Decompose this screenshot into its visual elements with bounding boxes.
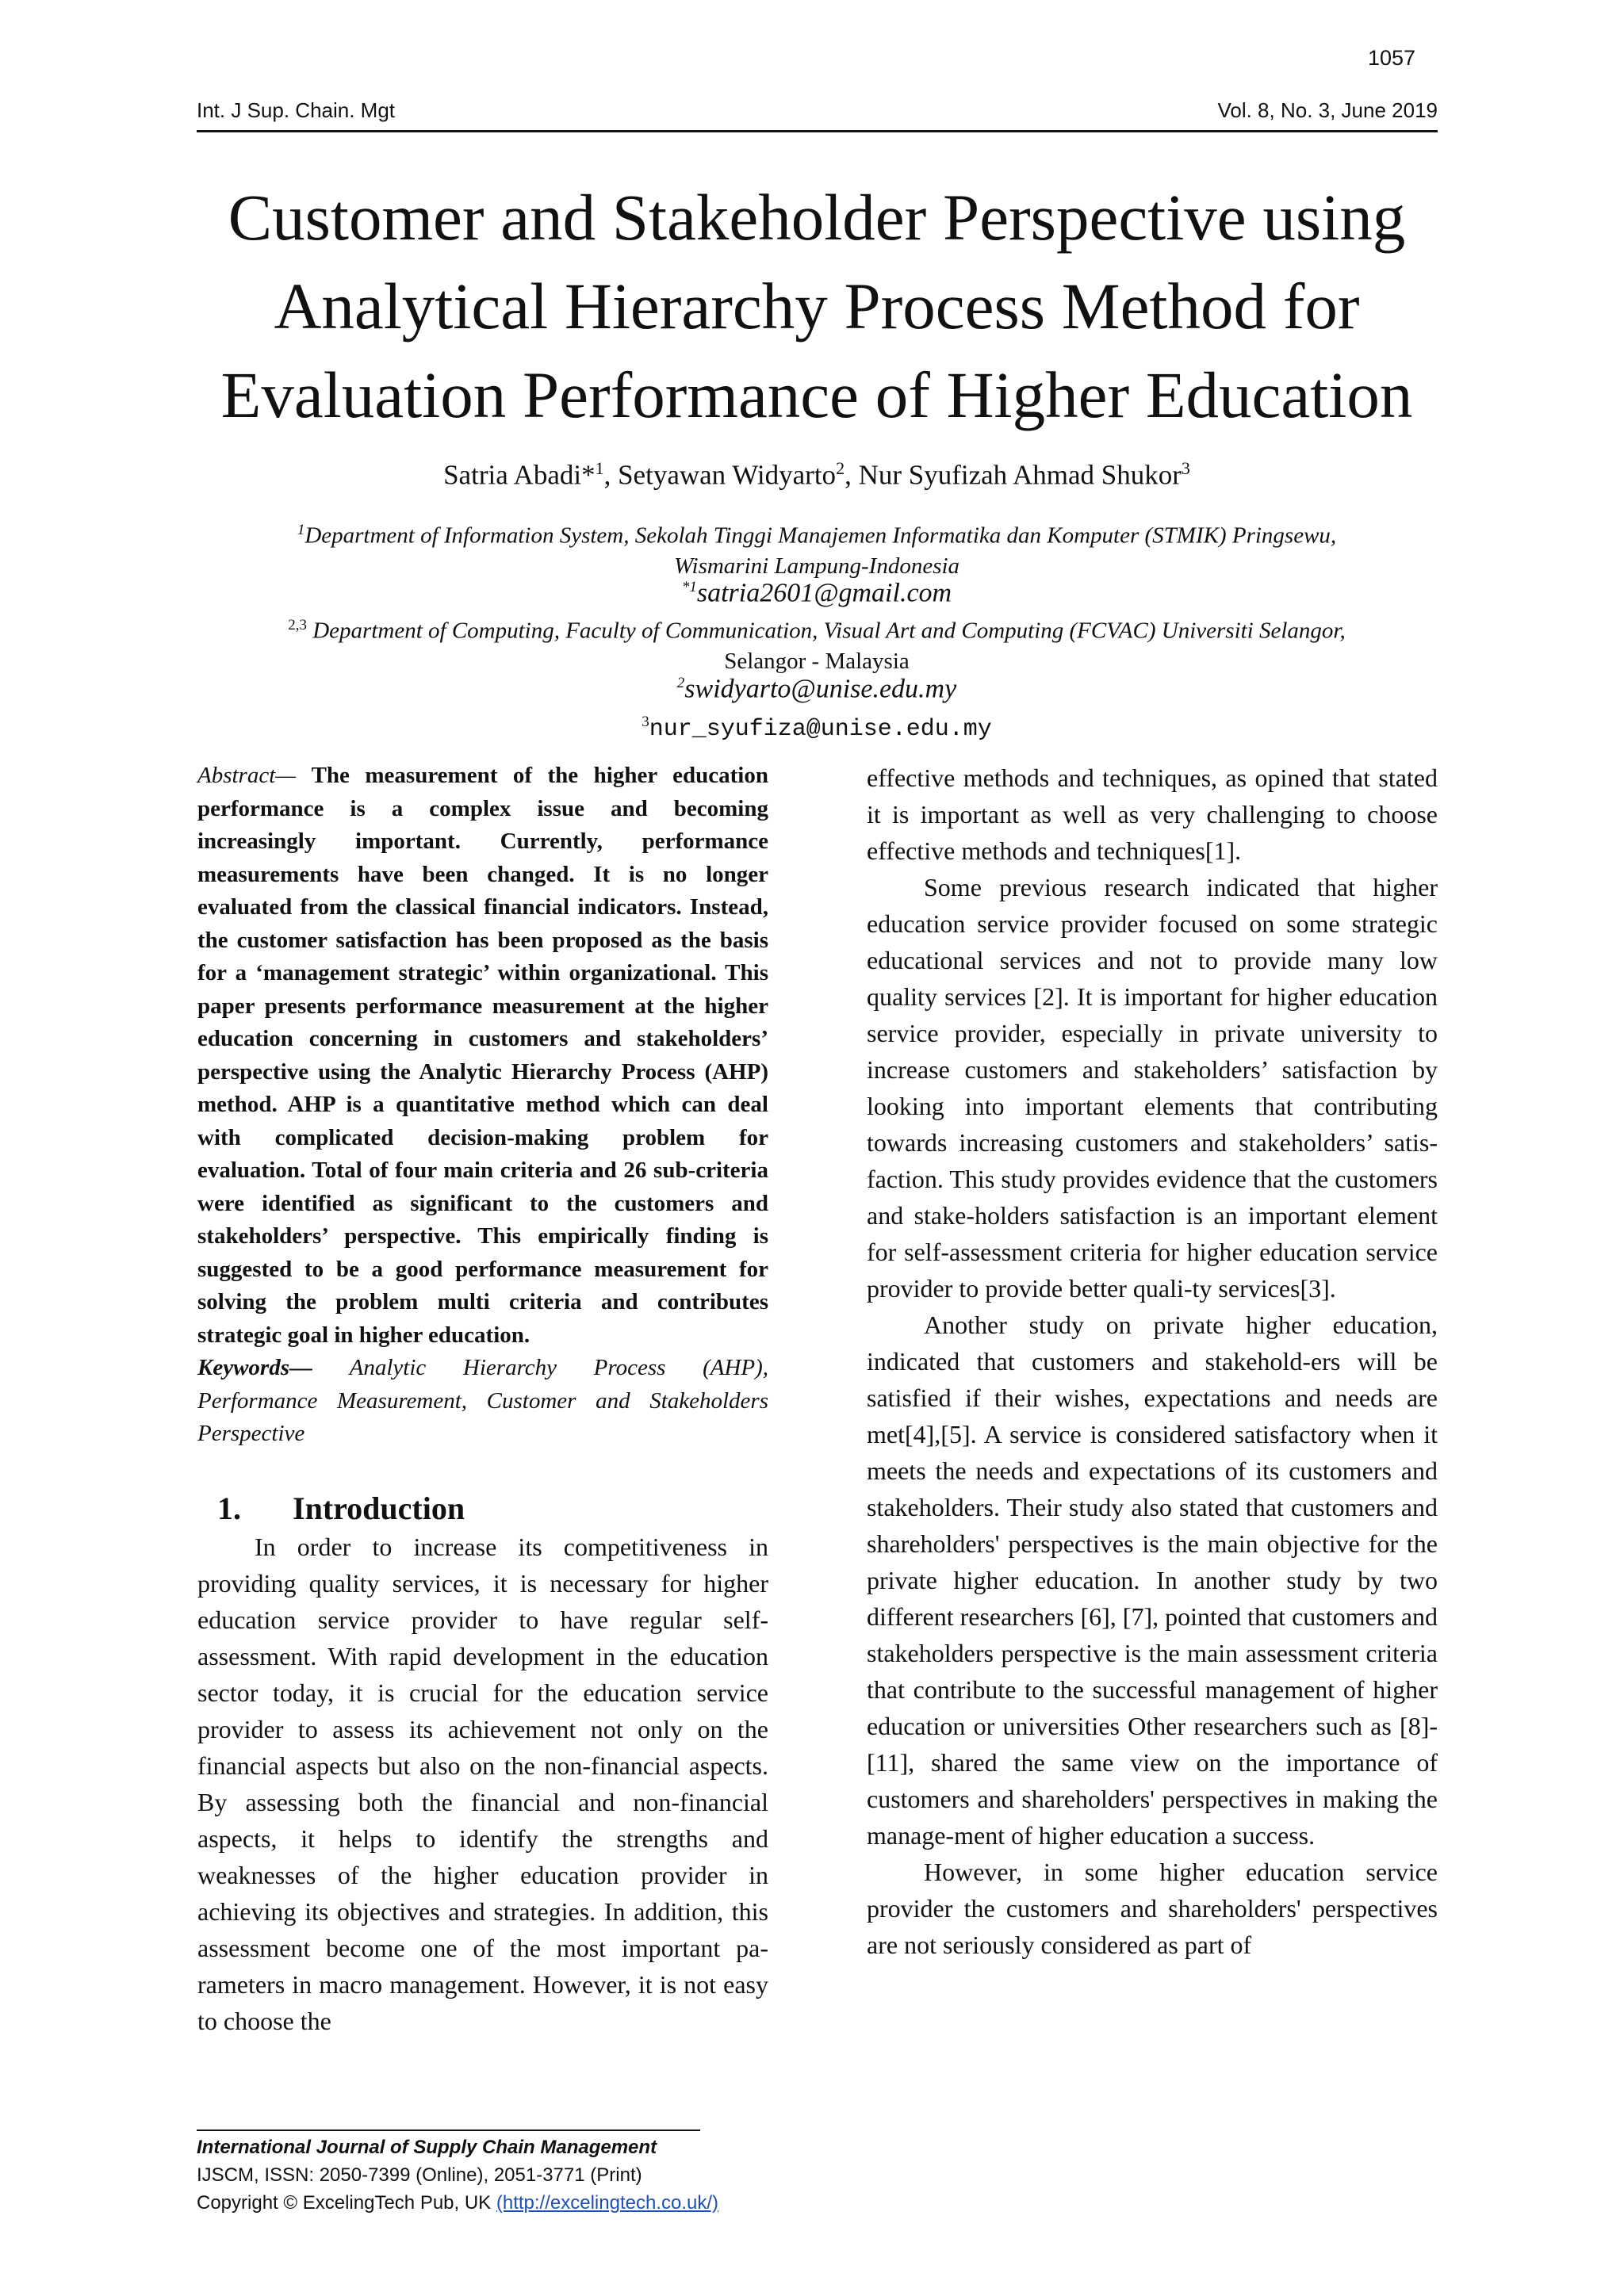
footer-copyright: [197, 2189, 831, 2217]
affiliation-1: [190, 515, 1443, 581]
author-sup: 3: [1181, 458, 1190, 478]
affiliation-line: Wismarini Lampung-Indonesia: [673, 553, 960, 579]
section-title: Introduction: [293, 1490, 465, 1526]
affiliation-line: Department of Computing, Faculty of Communication, Visual Art and Computing (FCVAC) Universiti Selangor,: [306, 618, 1346, 644]
affiliation-sup: 1: [297, 522, 305, 538]
body-paragraph: Some previous research indicated that higher education service provider focused on some strategic educational services and not to provide many low quality services [2]. It is important for higher education service provider, especially in private university to increase customers and stakeholders’ satisfaction by looking into important elements that contributing towards increasing customers and stakeholders’ satis-faction. This study provides evidence that the customers and stake-holders satisfaction is an important element for self-assessment criteria for higher education service provider to provide better quali-ty services[3].: [867, 873, 1438, 1303]
body-paragraph: Another study on private higher education, indicated that customers and stakehold-ers will be satisfied if their wishes, expectations and needs are met[4],[5]. A service is considered satisfactory when it meets the needs and expectations of its customers and stakeholders. Their study also stated that customers and shareholders' perspectives is the main objective for the private higher education. In another study by two different researchers [6], [7], pointed that customers and stakeholders perspective is the main assessment criteria that contribute to the successful management of higher education or universities Other researchers such as [8]-[11], shared the same view on the importance of customers and shareholders' perspectives in making the manage-ment of higher education a success.: [867, 1311, 1438, 1850]
paper-title: Customer and Stakeholder Perspective using Analytical Hierarchy Process Method for Evaluation Performance of Higher Education: [220, 181, 1413, 431]
author-sup: 2: [836, 458, 845, 478]
email-1: [190, 572, 1443, 608]
body-paragraph: However, in some higher education service provider the customers and shareholders' perspectives are not seriously considered as part of: [867, 1858, 1438, 1959]
keywords-dash: —: [289, 1355, 350, 1380]
footer-journal-name: International Journal of Supply Chain Management: [197, 2137, 657, 2158]
section-number: 1.: [217, 1490, 241, 1526]
keywords: [197, 1352, 768, 1451]
body-paragraph: effective methods and techniques, as opined that stated it is important as well as very challenging to choose effective methods and techniques[1].: [867, 763, 1438, 865]
email-2: [190, 668, 1443, 704]
abstract-label: Abstract: [197, 763, 276, 788]
author-name: Satria Abadi*: [443, 459, 596, 491]
affiliation-line: Department of Information System, Sekolah Tinggi Manajemen Informatika dan Komputer (STMIK) Pringsewu,: [304, 522, 1337, 549]
publisher-link[interactable]: (http://excelingtech.co.uk/): [496, 2192, 718, 2214]
email-text: nur_syufiza@unise.edu.my: [649, 716, 992, 743]
left-column: [197, 760, 768, 2039]
abstract-dash: —: [275, 763, 312, 788]
email-text: satria2601@gmail.com: [696, 578, 952, 608]
email-3: [190, 707, 1443, 744]
email-sup: *1: [681, 579, 697, 595]
page-footer: [197, 2130, 831, 2217]
affiliation-2: [190, 610, 1443, 676]
abstract-text: The measurement of the higher education performance is a complex issue and becoming increasingly important. Currently, performance measurements have been changed. It is no longer evaluated from the classical financial indicators. Instead, the customer satisfaction has been proposed as the basis for a ‘management strategic’ within organizational. This paper presents performance measurement at the higher education concerning in customers and stakeholders’ perspective using the Analytic Hierarchy Process (AHP) method. AHP is a quantitative method which can deal with complicated decision-making problem for evaluation. Total of four main criteria and 26 sub-criteria were identified as significant to the customers and stakeholders’ perspective. This empirically finding is suggested to be a good performance measurement for solving the problem multi criteria and contributes strategic goal in higher education.: [197, 763, 768, 1348]
journal-short-title: Int. J Sup. Chain. Mgt: [197, 98, 396, 122]
email-sup: 3: [642, 714, 649, 730]
affiliation-line: Selangor - Malaysia: [724, 648, 910, 674]
volume-info: Vol. 8, No. 3, June 2019: [1217, 98, 1438, 122]
author-name: Nur Syufizah Ahmad Shukor: [858, 459, 1182, 491]
footer-divider: [197, 2130, 700, 2131]
author-name: Setyawan Widyarto: [618, 459, 837, 491]
author-sup: 1: [595, 458, 604, 478]
author-list: Satria Abadi*$^1$, Setyawan Widyarto$^2$, Nur Syufizah Ahmad Shukor$^3$: [443, 458, 1190, 491]
body-paragraph: In order to increase its competitiveness in providing quality services, it is necessary for higher education service provider to have regular self-assessment. With rapid development in the education sector today, it is crucial for the education service provider to assess its achievement not only on the financial aspects but also on the non-financial aspects. By assessing both the financial and non-financial aspects, it helps to identify the strengths and weaknesses of the higher education provider in achieving its objectives and strategies. In addition, this assessment become one of the most important pa-rameters in macro management. However, it is not easy to choose the: [197, 1532, 768, 2035]
right-column: [867, 760, 1438, 1963]
email-text: swidyarto@unise.edu.my: [684, 674, 957, 704]
abstract: [197, 760, 768, 1352]
copyright-text: Copyright © ExcelingTech Pub, UK: [197, 2192, 496, 2214]
keywords-label: Keywords: [197, 1355, 289, 1380]
keywords-text: Analytic Hierarchy Process (AHP), Performance Measurement, Customer and Stakeholders Perspective: [197, 1355, 769, 1446]
page-number: 1057: [1368, 46, 1416, 70]
section-heading-introduction: [217, 1490, 768, 1527]
footer-issn: IJSCM, ISSN: 2050-7399 (Online), 2051-3771 (Print): [197, 2164, 642, 2186]
affiliation-sup: 2,3: [288, 617, 307, 633]
running-head: [197, 95, 1438, 132]
email-sup: 2: [676, 675, 685, 691]
